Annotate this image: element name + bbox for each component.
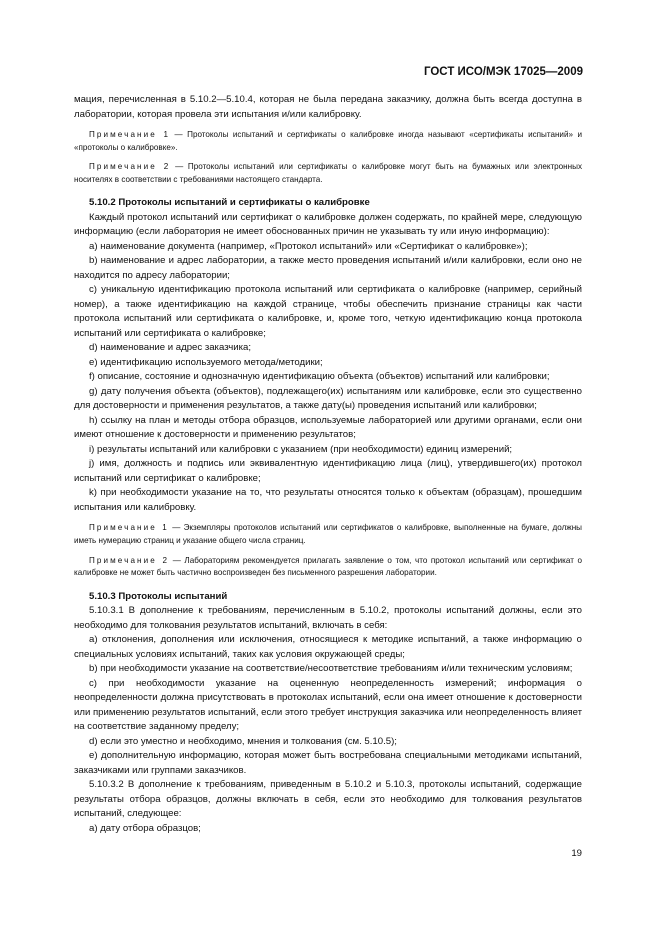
list-item: e) дополнительную информацию, которая может быть востребована специальными методиками испытаний, заказчиками или группами заказчиков. [74, 750, 582, 776]
paragraph-5-10-3-2: 5.10.3.2 В дополнение к требованиям, приведенным в 5.10.2 и 5.10.3, протоколы испытаний, содержащие результаты отбора образцов, должны включать в себя, если это необходимо для толкования результатов испытаний, следующее: [74, 779, 582, 820]
page-number: 19 [571, 848, 582, 859]
list-item: g) дату получения объекта (объектов), подлежащего(их) испытаниям или калибровке, если это существенно для достоверности и применения результатов, а также дату(ы) проведения испытаний или калибровки; [74, 385, 582, 412]
note-text: — Экземпляры протоколов испытаний или сертификатов о калибровке, выполненные на бумаге, должны иметь нумерацию страниц и указание общего числа страниц. [74, 523, 582, 545]
note-label: Примечание 2 [89, 555, 170, 565]
list-item: b) при необходимости указание на соответствие/несоответствие требованиям и/или техническим условиям; [89, 663, 573, 675]
note-text: — Лабораториям рекомендуется прилагать заявление о том, что протокол испытаний или сертификат о калибровке не может быть частично воспроизведен без письменного разрешения лаборатории. [74, 555, 582, 578]
note-text: — Протоколы испытаний или сертификаты о калибровке могут быть на бумажных или электронных носителях в соответствии с требованиями настоящего стандарта. [74, 162, 582, 184]
note-section-2 [74, 555, 582, 580]
note-text: — Протоколы испытаний и сертификаты о калибровке иногда называют «сертификаты испытаний» и «протоколы о калибровке». [74, 130, 582, 152]
section-lead: Каждый протокол испытаний или сертификат о калибровке должен содержать, по крайней мере, следующую информацию (если лаборатория не имеет обоснованных причин не указывать ту или иную информацию): [74, 211, 582, 238]
list-item: b) наименование и адрес лаборатории, а также место проведения испытаний и/или калибровки, если оно не находится по адресу лаборатории; [74, 255, 582, 281]
section-heading-5-10-3: 5.10.3 Протоколы испытаний [89, 590, 228, 602]
section-heading-5-10-2: 5.10.2 Протоколы испытаний и сертификаты о калибровке [89, 197, 370, 209]
note-label: Примечание 2 [89, 162, 171, 172]
note-top-1 [74, 129, 582, 154]
list-item: d) наименование и адрес заказчика; [89, 342, 252, 354]
list-item: d) если это уместно и необходимо, мнения и толкования (см. 5.10.5); [89, 735, 397, 747]
note-label: Примечание 1 [89, 523, 169, 533]
note-section-1 [74, 522, 582, 547]
list-item: h) ссылку на план и методы отбора образцов, используемые лабораторией или другими органами, если они имеют отношение к достоверности и применению результатов; [74, 414, 582, 441]
list-item: a) дату отбора образцов; [89, 822, 201, 834]
list-item: i) результаты испытаний или калибровки с указанием (при необходимости) единиц измерений; [89, 443, 513, 455]
document-body [74, 93, 582, 836]
note-top-2 [74, 161, 582, 186]
paragraph-5-10-3-1: 5.10.3.1 В дополнение к требованиям, перечисленным в 5.10.2, протоколы испытаний должны, если это необходимо для толкования результатов испытаний, включать в себя: [74, 605, 582, 631]
list-item: f) описание, состояние и однозначную идентификацию объекта (объектов) испытаний или калибровки; [89, 371, 550, 383]
intro-paragraph: мация, перечисленная в 5.10.2—5.10.4, которая не была передана заказчику, должна быть всегда доступна в лаборатории, которая провела эти испытания и/или калибровку. [74, 94, 582, 120]
list-item: c) уникальную идентификацию протокола испытаний или сертификата о калибровке (например, серийный номер), а также идентификацию на каждой странице, чтобы обеспечить признание страницы как части протокола испытаний или сертификата о калибровке, и, кроме того, четкую идентификацию конца протокола испытаний или сертификата о калибровке; [74, 284, 582, 339]
list-item: a) отклонения, дополнения или исключения, относящиеся к методике испытаний, а также информацию о специальных условиях испытаний, таких как условия окружающей среды; [74, 634, 582, 660]
note-label: Примечание 1 [89, 130, 171, 139]
list-item: k) при необходимости указание на то, что результаты относятся только к объектам (образцам), прошедшим испытания или калибровку. [74, 487, 582, 513]
standard-header: ГОСТ ИСО/МЭК 17025—2009 [423, 66, 583, 78]
list-item: e) идентификацию используемого метода/методики; [89, 356, 323, 368]
list-item: c) при необходимости указание на оцененную неопределенность измерений; информация о неопределенности должна присутствовать в протоколах испытаний, если она имеет отношение к достоверности или применению результатов испытаний, если этого требует инструкция заказчика или неопределенность влияет на соответствие заданному пределу; [74, 677, 582, 733]
list-item: a) наименование документа (например, «Протокол испытаний» или «Сертификат о калибровке»); [89, 240, 528, 252]
list-item: j) имя, должность и подпись или эквивалентную идентификацию лица (лиц), утвердившего(их) протокол испытаний или сертификат о калибровке; [74, 458, 582, 484]
